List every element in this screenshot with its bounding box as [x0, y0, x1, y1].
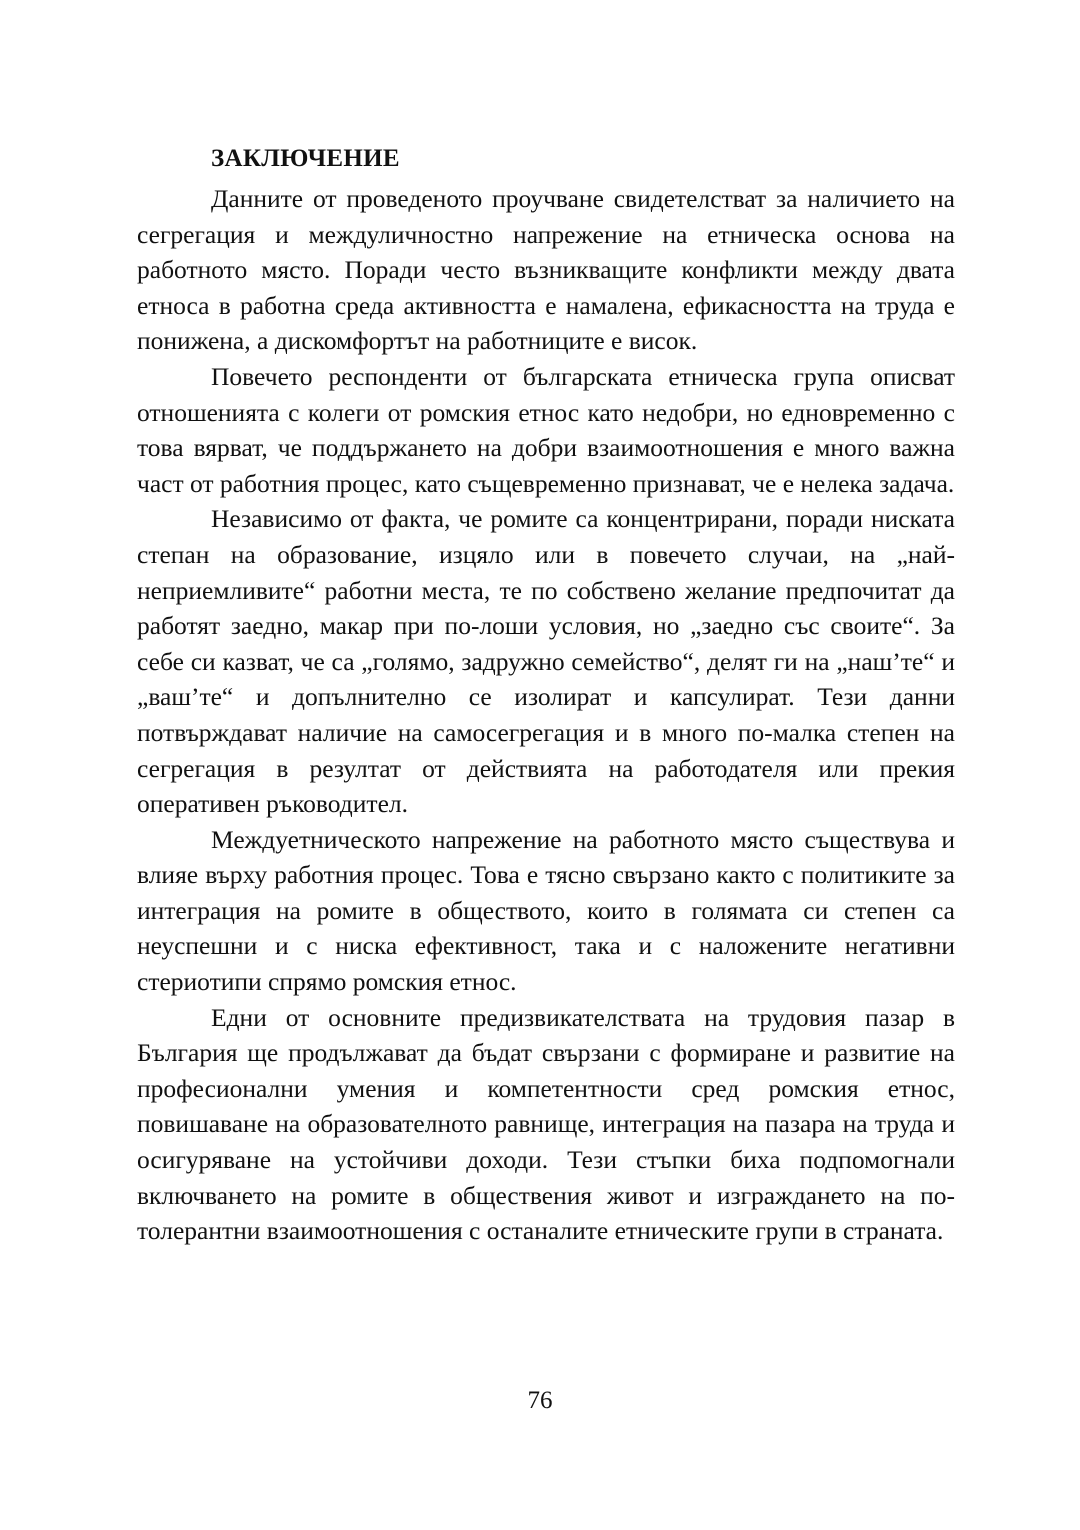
paragraph-2: Повечето респонденти от българската етническа група описват отношенията с колеги от ромския етнос като недобри, но едновременно с това вярват, че поддържането на добри взаимоотношения е много важна част от работния процес, като същевременно признават, че е нелека задача.: [137, 361, 955, 498]
paragraph-5: Едни от основните предизвикателствата на трудовия пазар в България ще продължават да бъдат свързани с формиране и развитие на професионални умения и компетентности сред ромския етнос, повишаване на образователното равнище, интеграция на пазара на труда и осигуряване на устойчиви доходи. Тези стъпки биха подпомогнали включването на ромите в обществения живот и изграждането на по-толерантни взаимоотношения с останалите етническите групи в страната.: [137, 1002, 955, 1246]
document-page: [137, 140, 955, 1249]
page-number: 76: [527, 1387, 553, 1414]
paragraph-1: Данните от проведеното проучване свидетелстват за наличието на сегрегация и междуличностно напрежение на етническа основа на работното място. Поради често възникващите конфликти между двата етноса в работна среда активността е намалена, ефикасността на труда е понижена, а дискомфортът на работниците е висок.: [137, 184, 955, 356]
paragraph-4: Междуетническото напрежение на работното място съществува и влияе върху работния процес. Това е тясно свързано както с политиките за интеграция на ромите в обществото, които в голямата си степен са неуспешни и с ниска ефективност, така и с наложените негативни стериотипи спрямо ромския етнос.: [137, 824, 955, 997]
paragraph-3: Независимо от факта, че ромите са концентрирани, поради ниската степан на образование, изцяло или в повечето случаи, на „най-неприемливите“ работни места, те по собствено желание предпочитат да работят заедно, макар при по-лоши условия, но „заедно със своите“. За себе си казват, че са „голямо, задружно семейство“, делят ги на „наш’те“ и „ваш’те“ и допълнително се изолират и капсулират. Тези данни потвърждават наличие на самосегрегация и в много по-малка степен на сегрегация в резултат от действията на работодателя или прекия оперативен ръководител.: [137, 504, 955, 819]
section-heading: ЗАКЛЮЧЕНИЕ: [211, 145, 400, 172]
